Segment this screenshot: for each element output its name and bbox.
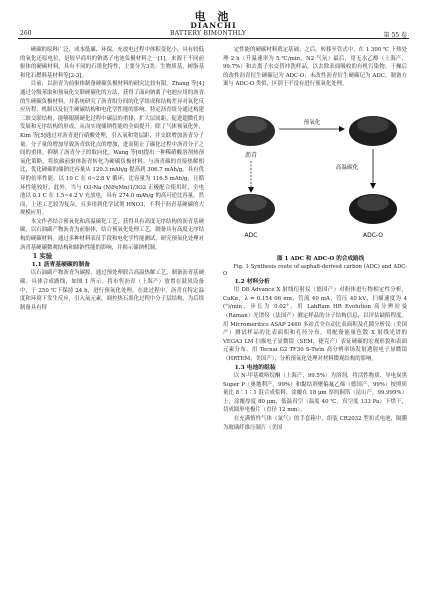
- subsection-heading-1-1: 1.1 沥青基硬碳的制备: [31, 261, 91, 268]
- left-column: [20, 46, 204, 312]
- subsection-heading-1-2: 1.2 材料分析: [234, 278, 270, 285]
- right-column: [223, 46, 407, 432]
- page-number: 260: [20, 30, 32, 37]
- analysis-paragraph: 用 D8 Advance X 射线衍射仪（德国产）对粉体进行物相定性分析，CuKα，λ = 0.154 06 nm，管流 40 mA，管压 40 kV，扫描速度为 4 (°)/min，步长为 0.02°。用 LabRam HR Evolution 高分辨拉曼（Raman）光谱仪（法国产）测定样品的分子结构信息，以评估缺陷程度。用 Micromeritics ASAP 2460 多站式全自动比表面积及孔隙分析仪（美国产）测试样品的比表面积和孔径分布。用配备能量色散 X 射线光谱的 VEGA3 LM 扫描电子显微镜（SEM，捷克产）表征硬碳的宏观形貌和表面元素分布。用 Tecnai G2 TF30 S-Twin 高分辨率场发射透射电子显微镜（HRTEM，美国产），分析预氧化处理对材料微观结构的影响。: [223, 287, 407, 362]
- synthesis-diagram: [223, 91, 407, 251]
- label-adc: ADC: [244, 231, 258, 239]
- label-carbonize: 高温碳化: [335, 164, 359, 171]
- figure-caption-cn: 图 1 ADC 和 ADC-O 的合成路线: [276, 255, 365, 262]
- intro-paragraph-1: 硬碳的原料广泛、成本低廉、环保，充放电过程中体积变化小，具有较低的氧化还原电位，是较早商用的钠离子电池负极材料之一[1]。来源于不同前驱体的硬碳材料，具有不同的石墨化特性，主要分为3类：生物质基、树脂基和化石燃料基材料等[2-3]。: [20, 47, 204, 79]
- method-paragraph: 以石油副产物沥青为碳源，通过预处理联合高温热解工艺，制备沥青基硬碳。具体合成路线，如图 1 所示。将市售沥青（上海产）放置在鼓风设备中，于 250 ℃下保持 24 h，进行预氧化处理。在此过程中，沥青在特定温度和环境下发生反应，引入氧元素，调控热石墨化过程中分子层结构，为后续制备具有特: [20, 270, 204, 311]
- label-pitch: 沥青: [244, 151, 258, 159]
- figure-caption-en: Fig. 1 Synthesis route of asphalt-derived carbon (ADC) and ADC-O: [223, 263, 407, 277]
- journal-meta: BATTERY BIMONTHLY: [170, 30, 247, 37]
- subsection-heading-1-3: 1.3 电池的组装: [234, 364, 276, 371]
- continuation-paragraph: 定性能的硬碳材料奠定基础；之后，转移至管式中，在 1 300 ℃ 下热处理 2 h（升温速率为 5 ℃/min，N2 气氛）最后，用无水乙醇（上海产，99.7%）和去离子水交替冲洗样品，以去除表面吸收的有机污染物。干燥后的改性沥青衍生硬碳记为 ADC-O；未改性沥青衍生硬碳记为 ADC，制备方案与 ADC-O 类似，区别于不没有进行预氧化处理。: [223, 47, 407, 88]
- battery-paragraph: 以 N-甲基吡咯烷酮（上海产，99.5%）为溶剂，将活性物质、导电炭黑 Super P（奥地利产，99%）和黏结剂聚偏氟乙烯（德国产，99%）按照质量比 8∶1∶1 混合成浆料，涂覆在 18 μm 厚的铜箔（昆山产，99.999%）上，涂覆厚度 80 μm，低温真空（温度 40 ℃，真空度 133 Pa）下烘干，切成圆形电极片（直径 12 mm）。: [223, 373, 407, 414]
- label-pre-ox: 预氧化: [303, 119, 321, 126]
- journal-title-en: DIANCHI: [190, 21, 237, 30]
- final-paragraph: 在充满惰性气体（氩气）的手套箱中，组装 CR2032 型扣式电池，隔膜为玻璃纤维压制片（美国: [223, 416, 407, 431]
- label-adco: ADC-O: [363, 231, 383, 239]
- intro-paragraph-2: 目前，以沥青为前驱体制备硬碳负极材料的研究比较有限。Zhang 等[4]通过分级苯取和预氧化交联硬碳化的方法，获得了面向钠离子电池应用的沥青的生硬碳负极材料，并系统研究了沥青组分间的化学组成和结构差异对氧化反应历程、机制以及衍生硬碳结构和电化学性能的影响。特定沥青组分通过构建三维交联结构，能够限制硬化过程中碳层的重排，扩大层间距，促进超微孔的发展和无序结构的形成，从而实现储钠性能的全面提升。除了气体预氧化外，Kim 等[5]通过对沥青进行硝酸处理，引入氧和宽层距，并交联增加沥青分子量。分子量的增加导致沥青软化点的增加，进而阻止了碳化过程中沥青分子之间的重排，抑制了沥青分子的取向化。Wang 等[6]提出一种稀硝酸溶剂热预氧化策略，将软碳前驱体沥青转化为硬碳负极材料。与沥青碳的直接热解相比，优化硬碳的储钠比容量从 120.3 mAh/g 提高到 306.7 mAh/g，具有优异的倍率性能，以 10 C 在 0~2.8 V 循环，比容量为 116.5 mAh/g，且循环性能较好。此外，当与 O3-Na (NiFeMn)1/3O2 正极配合使用时，全电池以 0.1 C 在 1.5~4.2 V 充放电，具有 274.0 mAh/g 的高可逆比容量。然而，上述工艺较为复杂，且多用到化学试剂 HNO3，不利于沥青基硬碳的大规模应用。: [20, 81, 204, 217]
- header-rule: [18, 38, 409, 39]
- journal-title-cn: 电 池: [194, 10, 233, 23]
- section-heading-1: 1 实验: [32, 252, 53, 261]
- synthesis-figure: [223, 91, 407, 251]
- intro-paragraph-3: 本文作者结合预氧化和高温碳化工艺，获得具有高度无序结构的沥青基硬碳，以石油副产物沥青为前驱体，结合预氧化处理工艺，制备具有高度无序结构的硬碳材料。通过多种材料表征手段和电化学性能测试，研究预氧化处理对沥青基硬碳微观结构和储钠性能的影响，并揭示储钠机制。: [20, 218, 204, 251]
- volume-label: 第 55 卷: [383, 32, 407, 39]
